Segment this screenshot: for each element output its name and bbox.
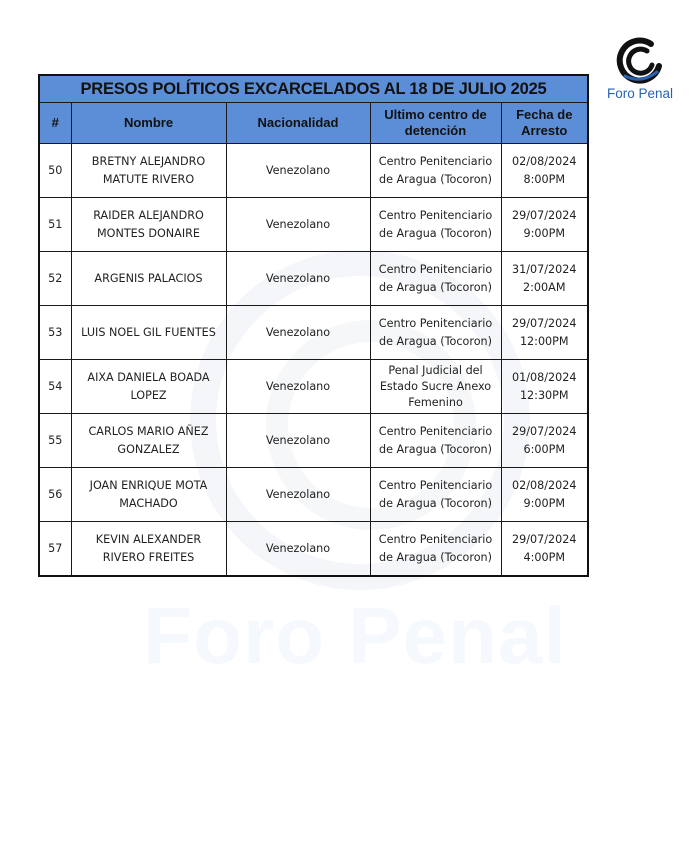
row-date	[501, 468, 588, 522]
time-line: 6:00PM	[523, 442, 566, 456]
row-center	[370, 144, 501, 198]
header-name: Nombre	[71, 103, 226, 144]
center-line: de Aragua (Tocoron)	[378, 334, 493, 348]
time-line: 9:00PM	[523, 226, 566, 240]
row-nationality: Venezolano	[226, 360, 370, 414]
row-nationality: Venezolano	[226, 252, 370, 306]
center-line: de Aragua (Tocoron)	[378, 172, 493, 186]
time-line: 9:00PM	[523, 496, 566, 510]
header-date: Fecha de Arresto	[501, 103, 588, 144]
row-center	[370, 468, 501, 522]
header-center: Ultimo centro de detención	[370, 103, 501, 144]
table-row	[39, 414, 588, 468]
header-num: #	[39, 103, 71, 144]
row-center	[370, 414, 501, 468]
row-name	[71, 468, 226, 522]
name-line: RIVERO FREITES	[102, 550, 195, 564]
table-row	[39, 522, 588, 577]
table-row	[39, 252, 588, 306]
row-date	[501, 252, 588, 306]
center-line: Centro Penitenciario	[378, 424, 493, 438]
row-num: 57	[39, 522, 71, 577]
row-name	[71, 144, 226, 198]
prisoner-table	[38, 74, 589, 577]
name-line: MACHADO	[119, 496, 178, 510]
date-line: 02/08/2024	[512, 478, 577, 492]
table-title: PRESOS POLÍTICOS EXCARCELADOS AL 18 DE JULIO 2025	[39, 75, 588, 103]
row-center	[370, 198, 501, 252]
date-line: 02/08/2024	[512, 154, 577, 168]
row-date	[501, 360, 588, 414]
center-line: de Aragua (Tocoron)	[378, 442, 493, 456]
table-row	[39, 144, 588, 198]
row-num: 50	[39, 144, 71, 198]
name-line: BRETNY ALEJANDRO	[91, 154, 206, 168]
date-line: 29/07/2024	[512, 208, 577, 222]
date-line: 29/07/2024	[512, 316, 577, 330]
center-line: de Aragua (Tocoron)	[378, 550, 493, 564]
table-row	[39, 306, 588, 360]
row-num: 54	[39, 360, 71, 414]
center-line: Centro Penitenciario	[378, 316, 493, 330]
center-line: Estado Sucre Anexo	[379, 379, 492, 393]
row-num: 52	[39, 252, 71, 306]
row-nationality: Venezolano	[226, 198, 370, 252]
center-line: de Aragua (Tocoron)	[378, 226, 493, 240]
row-name	[71, 414, 226, 468]
row-num: 55	[39, 414, 71, 468]
row-center	[370, 306, 501, 360]
name-line: GONZALEZ	[117, 442, 180, 456]
row-name	[71, 360, 226, 414]
row-center	[370, 360, 501, 414]
center-line: Centro Penitenciario	[378, 262, 493, 276]
row-name	[71, 522, 226, 577]
row-name	[71, 252, 226, 306]
time-line: 4:00PM	[523, 550, 566, 564]
name-line: KEVIN ALEXANDER	[95, 532, 202, 546]
table-title-row	[39, 75, 588, 103]
center-line: de Aragua (Tocoron)	[378, 496, 493, 510]
table-row	[39, 468, 588, 522]
name-line: CARLOS MARIO AÑEZ	[88, 424, 209, 438]
table-row	[39, 360, 588, 414]
date-line: 01/08/2024	[512, 370, 577, 384]
row-num: 56	[39, 468, 71, 522]
time-line: 12:00PM	[519, 334, 569, 348]
row-date	[501, 522, 588, 577]
row-num: 51	[39, 198, 71, 252]
date-line: 29/07/2024	[512, 532, 577, 546]
foro-penal-logo	[595, 36, 685, 106]
date-line: 29/07/2024	[512, 424, 577, 438]
row-date	[501, 414, 588, 468]
center-line: de Aragua (Tocoron)	[378, 280, 493, 294]
row-nationality: Venezolano	[226, 414, 370, 468]
row-date	[501, 144, 588, 198]
name-line: MATUTE RIVERO	[102, 172, 195, 186]
center-line: Centro Penitenciario	[378, 154, 493, 168]
name-line: MONTES DONAIRE	[97, 226, 200, 240]
header-nationality: Nacionalidad	[226, 103, 370, 144]
name-line: RAIDER ALEJANDRO	[93, 208, 204, 222]
row-nationality: Venezolano	[226, 522, 370, 577]
row-nationality: Venezolano	[226, 468, 370, 522]
row-center	[370, 522, 501, 577]
logo-label: Foro Penal	[606, 86, 674, 101]
center-line: Penal Judicial del	[388, 363, 483, 377]
foro-penal-logo-icon	[611, 36, 667, 86]
center-line: Centro Penitenciario	[378, 208, 493, 222]
center-line: Femenino	[408, 395, 463, 409]
name-line: LUIS NOEL GIL FUENTES	[81, 325, 216, 339]
row-date	[501, 306, 588, 360]
watermark-text: Foro Penal	[143, 591, 567, 680]
time-line: 8:00PM	[523, 172, 566, 186]
row-num: 53	[39, 306, 71, 360]
row-center	[370, 252, 501, 306]
name-line: AIXA DANIELA BOADA	[87, 370, 210, 384]
center-line: Centro Penitenciario	[378, 478, 493, 492]
table-row	[39, 198, 588, 252]
row-nationality: Venezolano	[226, 306, 370, 360]
row-name	[71, 306, 226, 360]
row-date	[501, 198, 588, 252]
table-header-row	[39, 103, 588, 144]
time-line: 2:00AM	[523, 280, 566, 294]
time-line: 12:30PM	[519, 388, 569, 402]
name-line: LOPEZ	[130, 388, 167, 402]
row-name	[71, 198, 226, 252]
row-nationality: Venezolano	[226, 144, 370, 198]
name-line: JOAN ENRIQUE MOTA	[89, 478, 208, 492]
center-line: Centro Penitenciario	[378, 532, 493, 546]
name-line: ARGENIS PALACIOS	[94, 271, 203, 285]
date-line: 31/07/2024	[512, 262, 577, 276]
